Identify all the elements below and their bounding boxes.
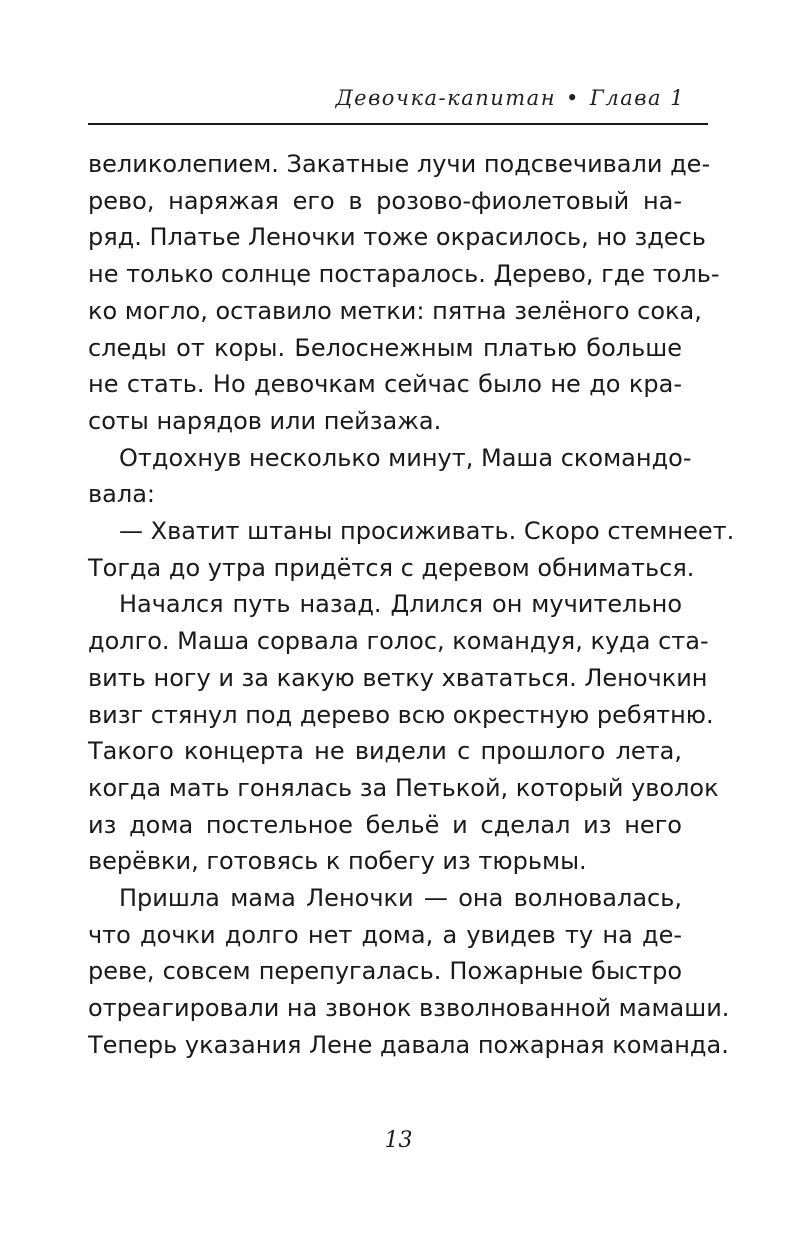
text-line: верёвки, готовясь к побегу из тюрьмы. <box>88 847 587 876</box>
book-title: Девочка-капитан <box>335 86 557 110</box>
text-line: долго. Маша сорвала голос, командуя, куда ста- <box>88 627 709 656</box>
header-rule <box>88 123 708 125</box>
text-line: не только солнце постаралось. Дерево, где толь- <box>88 260 720 289</box>
text-line: вала: <box>88 480 155 509</box>
text-line: вить ногу и за какую ветку хвататься. Леночкин <box>88 663 708 692</box>
text-line: следы от коры. Белоснежным платью больше <box>88 333 682 362</box>
page-number: 13 <box>384 1128 413 1153</box>
text-line: что дочки долго нет дома, а увидев ту на де- <box>88 920 682 949</box>
text-line: Пришла мама Леночки — она волновалась, <box>119 884 682 913</box>
text-line: ко могло, оставило метки: пятна зелёного сока, <box>88 296 702 325</box>
running-header <box>336 86 685 110</box>
text-line: из дома постельное бельё и сделал из него <box>88 810 682 839</box>
text-line: отреагировали на звонок взволнованной мамаши. <box>88 994 730 1023</box>
text-line: когда мать гонялась за Петькой, который уволок <box>88 773 719 802</box>
chapter-label: Глава 1 <box>589 86 685 110</box>
text-line: соты нарядов или пейзажа. <box>88 406 442 435</box>
text-line: великолепием. Закатные лучи подсвечивали де- <box>88 150 711 178</box>
text-line: Отдохнув несколько минут, Маша скомандо- <box>119 443 692 472</box>
text-line: — Хватит штаны просиживать. Скоро стемнеет. <box>119 517 735 546</box>
text-line: не стать. Но девочкам сейчас было не до кра- <box>88 370 682 399</box>
text-line: Начался путь назад. Длился он мучительно <box>119 590 682 619</box>
text-line: Тогда до утра придётся с деревом обниматься. <box>88 553 695 582</box>
text-line: ряд. Платье Леночки тоже окрасилось, но здесь <box>88 223 706 252</box>
text-line: реве, совсем перепугалась. Пожарные быстро <box>88 957 682 986</box>
body-text <box>88 146 735 1064</box>
text-line: рево, наряжая его в розово-фиолетовый на- <box>88 186 682 215</box>
header-separator: • <box>566 86 580 110</box>
text-line: Теперь указания Лене давала пожарная команда. <box>88 1030 729 1059</box>
text-line: Такого концерта не видели с прошлого лета, <box>88 737 682 766</box>
text-line: визг стянул под дерево всю окрестную ребятню. <box>88 700 714 729</box>
